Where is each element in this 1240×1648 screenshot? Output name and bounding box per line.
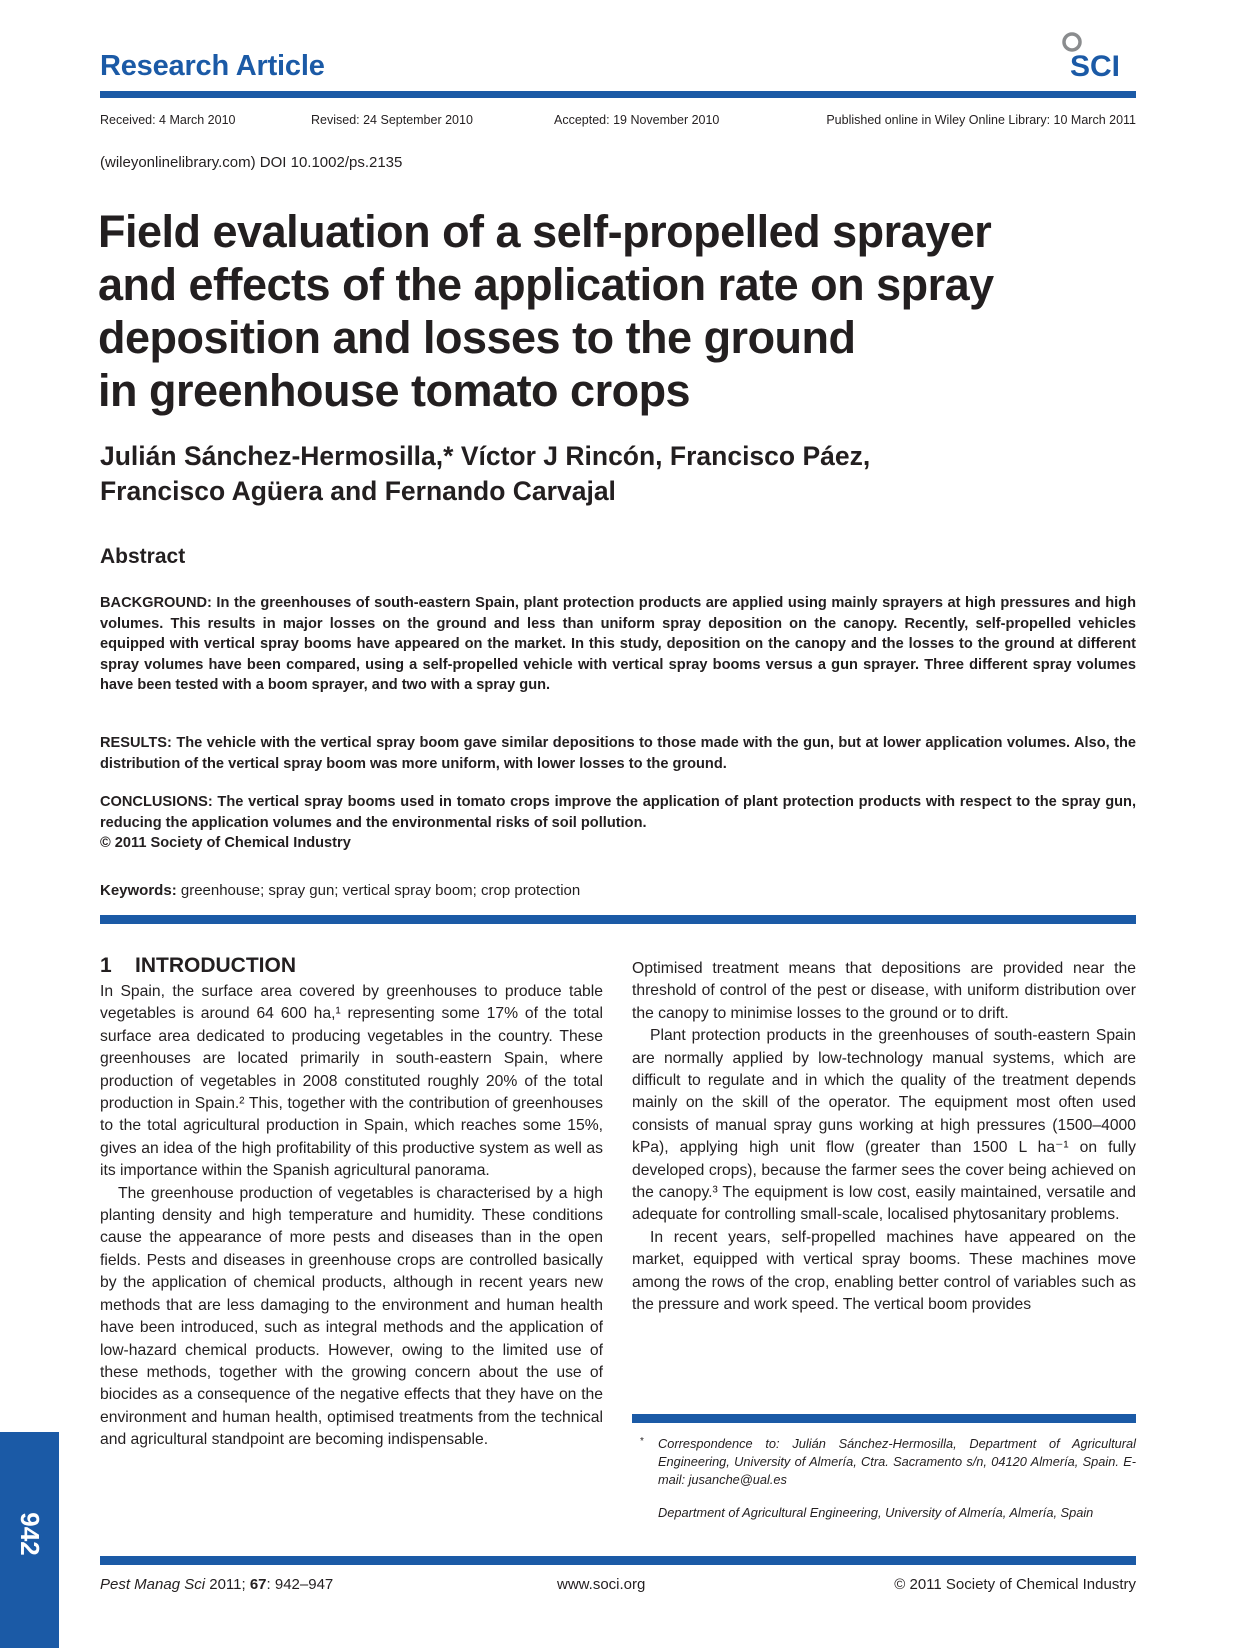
abstract-conclusions xyxy=(100,792,1136,854)
abstract-copyright: © 2011 Society of Chemical Industry xyxy=(100,835,351,851)
page-number: 942 xyxy=(15,1512,45,1556)
paragraph: Optimised treatment means that depositions are provided near the threshold of control of the pest or disease, with uniform distribution over the canopy to minimise losses to the ground or to drift. xyxy=(632,960,1136,1022)
paragraph: The greenhouse production of vegetables is characterised by a high planting density and high temperature and humidity. These conditions cause the appearance of more pests and diseases than in the open fields. Pests and diseases in greenhouse crops are controlled basically by the application of chemical products, although in recent years new methods that are less damaging to the environment and human health have been introduced, such as integral methods and the application of low-hazard chemical products. However, owing to the limited use of these methods, together with the growing concern about the use of biocides as a consequence of the negative effects that they have on the environment and human health, optimised treatments from the technical and agricultural standpoint are becoming indispensable. xyxy=(100,1184,603,1449)
footnote-rule xyxy=(632,1414,1136,1423)
doi: (wileyonlinelibrary.com) DOI 10.1002/ps.2135 xyxy=(100,154,403,171)
received-date: Received: 4 March 2010 xyxy=(100,113,236,127)
footnote-mark: * xyxy=(640,1436,644,1447)
abstract-heading: Abstract xyxy=(100,545,186,568)
correspondence-footnote: Correspondence to: Julián Sánchez-Hermosilla, Department of Agricultural Engineering, University of Almería, Ctra. Sacramento s/n, 04120 Almería, Spain. E-mail: jusanche@ual.es xyxy=(658,1436,1136,1487)
article-title xyxy=(98,205,1098,417)
left-column xyxy=(100,981,603,1452)
revised-date: Revised: 24 September 2010 xyxy=(311,113,473,127)
affiliation-footnote: Department of Agricultural Engineering, University of Almería, Almería, Spain xyxy=(658,1505,1094,1520)
journal-name: Pest Manag Sci xyxy=(100,1576,206,1593)
logo-text: SCI xyxy=(1070,50,1121,83)
paragraph: Plant protection products in the greenhouses of south-eastern Spain are normally applied by low-technology manual systems, which are difficult to regulate and in which the quality of the treatment depends mainly on the skill of the operator. The equipment most often used consists of manual spray guns working at high pressures (1500–4000 kPa), applying high unit flow (greater than 1500 L ha⁻¹ on fully developed crops), because the farmer sees the cover being achieved on the canopy.³ The equipment is low cost, easily maintained, versatile and adequate for controlling small-scale, localised phytosanitary problems. xyxy=(632,1027,1136,1224)
section-heading-introduction: 1 INTRODUCTION xyxy=(100,954,297,977)
abstract-results: RESULTS: The vehicle with the vertical spray boom gave similar depositions to those made with the gun, but at lower application volumes. Also, the distribution of the vertical spray boom was more uniform, with lower losses to the ground. xyxy=(100,735,1136,772)
journal-volume: 67 xyxy=(249,1576,267,1593)
footer-copyright: © 2011 Society of Chemical Industry xyxy=(894,1576,1136,1593)
website-link[interactable]: www.soci.org xyxy=(557,1576,646,1593)
author-list xyxy=(100,439,1100,509)
keywords xyxy=(100,882,580,899)
title-line: in greenhouse tomato crops xyxy=(98,365,691,416)
authors-line: Francisco Agüera and Fernando Carvajal xyxy=(100,476,616,506)
title-line: deposition and losses to the ground xyxy=(98,312,856,363)
journal-pages: : 942–947 xyxy=(266,1576,334,1593)
journal-year: 2011; xyxy=(209,1576,246,1593)
header-rule xyxy=(100,91,1136,98)
abstract-background: BACKGROUND: In the greenhouses of south-eastern Spain, plant protection products are applied using mainly sprayers at high pressures and high volumes. This results in major losses on the ground and less than uniform spray deposition on the canopy. Recently, self-propelled vehicles equipped with vertical spray booms have appeared on the market. In this study, deposition on the canopy and the losses to the ground at different spray volumes have been compared, using a self-propelled vehicle with vertical spray booms versus a gun sprayer. Three different spray volumes have been tested with a boom sprayer, and two with a spray gun. xyxy=(100,595,1136,693)
keywords-list: greenhouse; spray gun; vertical spray boom; crop protection xyxy=(176,882,581,899)
title-line: Field evaluation of a self-propelled sprayer xyxy=(98,206,992,257)
paragraph: In recent years, self-propelled machines have appeared on the market, equipped with vertical spray booms. These machines move among the rows of the crop, enabling better control of variables such as the pressure and work speed. The vertical boom provides xyxy=(632,1228,1136,1314)
section-label: Research Article xyxy=(100,50,325,82)
published-date: Published online in Wiley Online Library: 10 March 2011 xyxy=(826,113,1136,127)
footer-rule xyxy=(100,1556,1136,1565)
keywords-label: Keywords: xyxy=(100,882,177,899)
journal-citation xyxy=(100,1576,333,1593)
right-column xyxy=(632,958,1136,1317)
paragraph: In Spain, the surface area covered by greenhouses to produce table vegetables is around 64 600 ha,¹ representing some 17% of the total surface area dedicated to producing vegetables in the country. These greenhouses are located primarily in south-eastern Spain, where production of vegetables in 2008 constituted roughly 20% of the total production in Spain.² This, together with the contribution of greenhouses to the total agricultural production in Spain, which reaches some 15%, gives an idea of the high profitability of this productive system as well as its importance within the Spanish agricultural panorama. xyxy=(100,983,603,1180)
sci-logo xyxy=(1056,28,1138,84)
authors-line: Julián Sánchez-Hermosilla,* Víctor J Rincón, Francisco Páez, xyxy=(100,441,871,471)
abstract-rule xyxy=(100,915,1136,924)
title-line: and effects of the application rate on spray xyxy=(98,259,994,310)
accepted-date: Accepted: 19 November 2010 xyxy=(554,113,720,127)
conclusions-text: CONCLUSIONS: The vertical spray booms used in tomato crops improve the application of plant protection products with respect to the spray gun, reducing the application volumes and the environmental risks of soil pollution. xyxy=(100,794,1136,831)
